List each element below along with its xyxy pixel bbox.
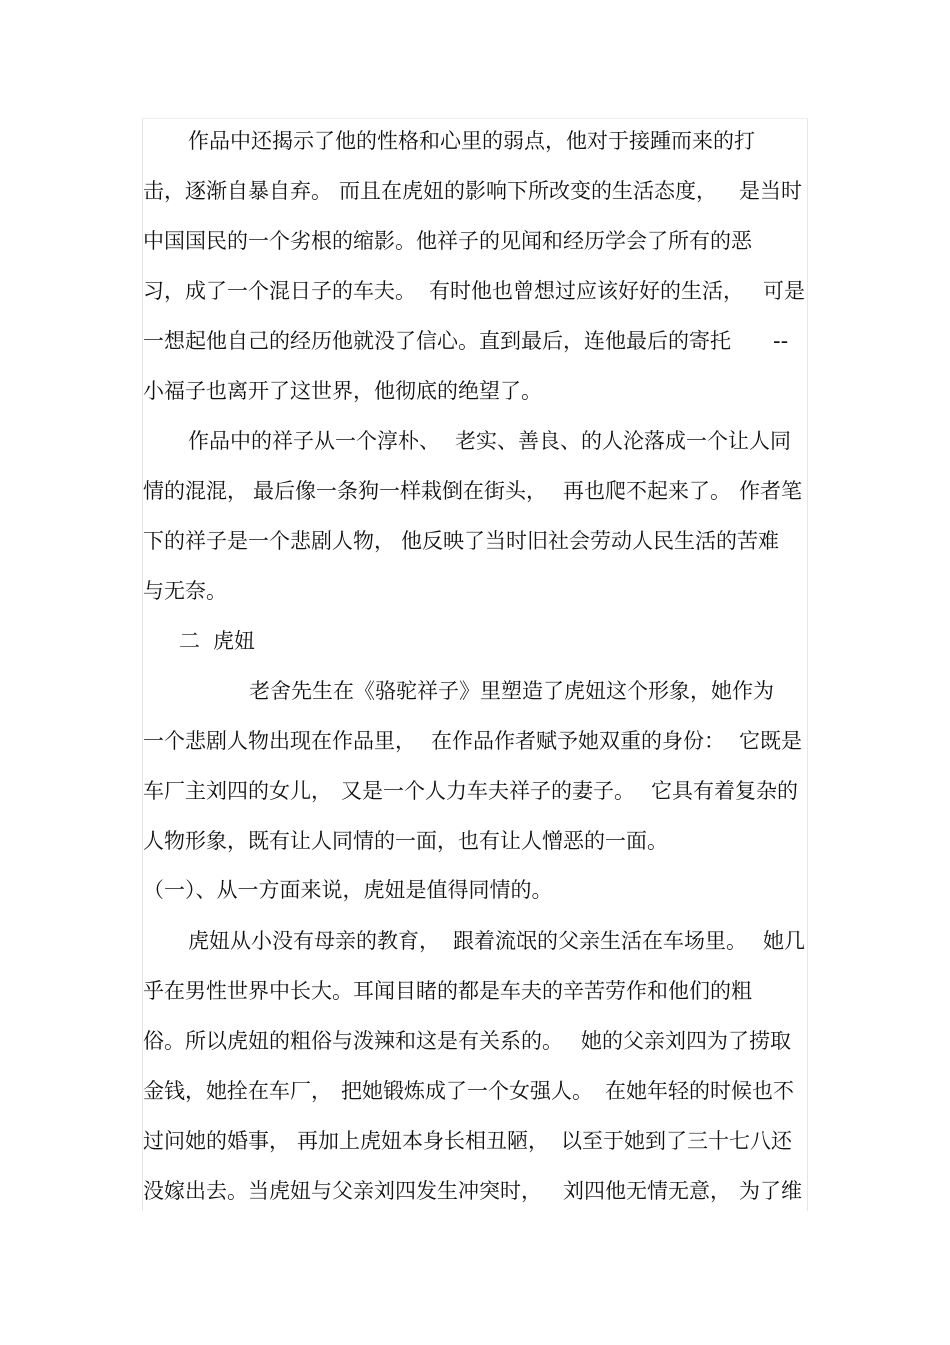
text-segment: 作者笔 <box>739 479 802 503</box>
text-segment: 俗。所以虎妞的粗俗与泼辣和这是有关系的。 <box>143 1029 563 1053</box>
text-segment: 她几 <box>763 929 805 953</box>
text-segment: 在作品作者赋予她双重的身份： <box>431 729 725 753</box>
text-segment: 老舍先生在《骆驼祥子》里塑造了虎妞这个形象，她作为 <box>249 679 774 703</box>
text-segment: 作品中的祥子从一个淳朴、 <box>188 429 440 453</box>
text-segment: 小福子也离开了这世界，他彻底的绝望了。 <box>143 379 542 403</box>
text-segment: 习，成了一个混日子的车夫。 <box>143 279 416 303</box>
text-segment: 跟着流氓的父亲生活在车场里。 <box>453 929 747 953</box>
text-segment: 乎在男性世界中长大。耳闻目睹的都是车夫的辛苦劳作和他们的粗 <box>143 979 752 1003</box>
subsection-heading <box>143 875 807 905</box>
text-line <box>143 976 807 1006</box>
text-segment: 她的父亲刘四为了捞取 <box>581 1029 791 1053</box>
text-line <box>143 776 807 806</box>
text-segment: 没嫁出去。当虎妞与父亲刘四发生冲突时， <box>143 1179 542 1203</box>
text-segment: 击，逐渐自暴自弃。 <box>143 179 332 203</box>
text-line <box>143 426 807 456</box>
text-segment: 以至于她到了三十七八还 <box>561 1129 792 1153</box>
text-segment: 情的混混， <box>143 479 248 503</box>
text-line <box>143 276 807 306</box>
text-segment: 它既是 <box>739 729 802 753</box>
text-segment: 一想起他自己的经历他就没了信心。直到最后，连他最后的寄托 <box>143 329 731 353</box>
text-segment: 中国国民的一个劣根的缩影。他祥子的见闻和经历学会了所有的恶 <box>143 229 752 253</box>
text-line <box>143 676 807 706</box>
text-segment: 他反映了当时旧社会劳动人民生活的苦难 <box>401 529 779 553</box>
text-line <box>143 1076 807 1106</box>
text-segment: -- <box>773 329 789 353</box>
text-segment: 在她年轻的时候也不 <box>605 1079 794 1103</box>
text-line <box>143 926 807 956</box>
text-line <box>143 176 807 206</box>
text-segment: 有时他也曾想过应该好好的生活， <box>429 279 744 303</box>
text-line <box>143 226 807 256</box>
text-segment: 一个悲剧人物出现在作品里， <box>143 729 416 753</box>
text-segment: 作品中还揭示了他的性格和心里的弱点，他对于接踵而来的打 <box>188 129 755 153</box>
text-segment: 是当时 <box>739 179 802 203</box>
text-segment: 虎妞 <box>213 629 255 653</box>
text-segment: 过问她的婚事， <box>143 1129 290 1153</box>
text-segment: 下的祥子是一个悲剧人物， <box>143 529 395 553</box>
text-segment: 最后像一条狗一样栽倒在街头， <box>253 479 547 503</box>
text-line <box>143 476 807 506</box>
text-segment: （一）、从一方面来说，虎妞是值得同情的。 <box>143 878 553 902</box>
text-segment: 车厂主刘四的女儿， <box>143 779 332 803</box>
text-segment: 与无奈。 <box>143 579 227 603</box>
text-line <box>143 126 807 156</box>
text-segment: 再也爬不起来了。 <box>563 479 731 503</box>
section-heading <box>143 626 807 656</box>
text-line <box>143 1026 807 1056</box>
text-line <box>143 576 807 606</box>
text-segment: 它具有着复杂的 <box>651 779 798 803</box>
text-segment: 人物形象，既有让人同情的一面，也有让人憎恶的一面。 <box>143 829 668 853</box>
text-segment: 又是一个人力车夫祥子的妻子。 <box>341 779 635 803</box>
text-segment: 可是 <box>763 279 805 303</box>
text-line <box>143 726 807 756</box>
text-segment: 金钱，她拴在车厂， <box>143 1079 332 1103</box>
text-line <box>143 1126 807 1156</box>
text-line <box>143 826 807 856</box>
text-line <box>143 326 807 356</box>
text-segment: 虎妞从小没有母亲的教育， <box>188 929 440 953</box>
text-segment: 而且在虎妞的影响下所改变的生活态度， <box>339 179 717 203</box>
text-segment: 二 <box>179 629 200 653</box>
text-line <box>143 526 807 556</box>
text-line <box>143 1176 807 1206</box>
text-segment: 老实、善良、的人沦落成一个让人同 <box>455 429 791 453</box>
text-segment: 为了维 <box>739 1179 802 1203</box>
text-line <box>143 376 807 406</box>
text-segment: 再加上虎妞本身长相丑陋， <box>297 1129 549 1153</box>
text-segment: 把她锻炼成了一个女强人。 <box>341 1079 593 1103</box>
text-segment: 刘四他无情无意， <box>563 1179 731 1203</box>
